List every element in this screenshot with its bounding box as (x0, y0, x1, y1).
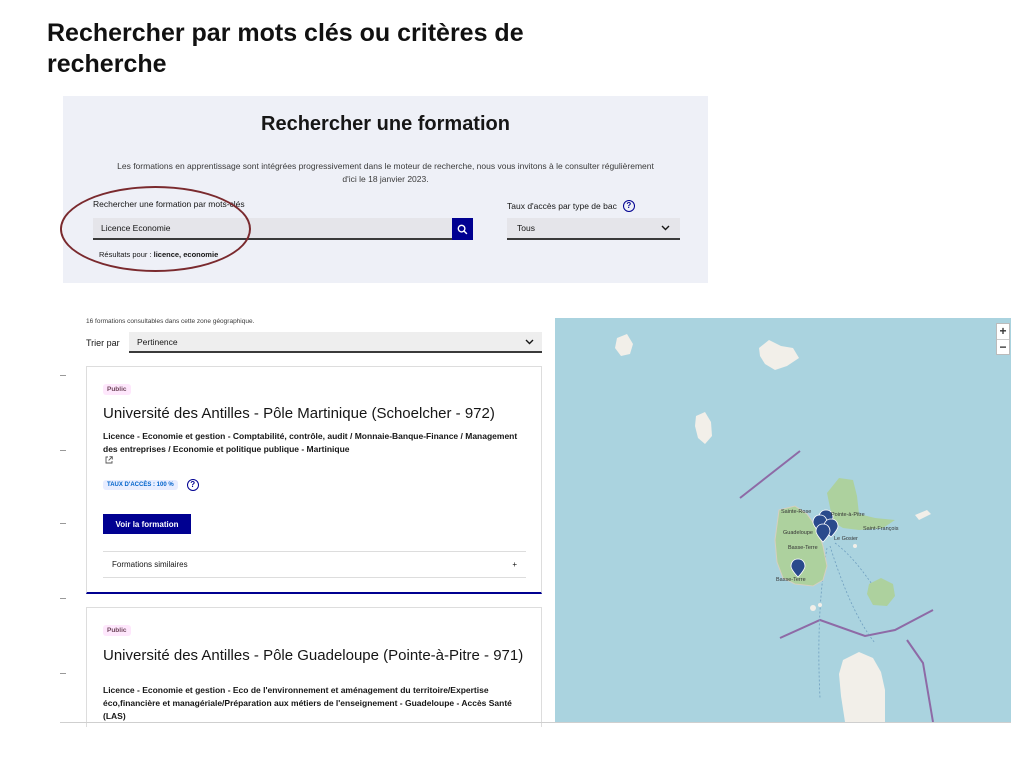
annotation-ellipse (60, 186, 251, 272)
map-view[interactable] (555, 318, 1011, 722)
results-count: 16 formations consultables dans cette zone géographique. (86, 318, 255, 325)
island-marie-galante (867, 578, 895, 606)
sort-select-value: Pertinence (137, 336, 178, 347)
divider (60, 375, 66, 376)
formation-card (86, 366, 542, 594)
taux-acces-badge: TAUX D'ACCÈS : 100 % (103, 480, 178, 490)
taux-select[interactable] (507, 218, 680, 240)
zoom-in-button[interactable]: + (997, 324, 1009, 339)
sort-label: Trier par (86, 338, 120, 348)
divider (60, 598, 66, 599)
divider (60, 523, 66, 524)
map-label: Basse-Terre (776, 577, 806, 583)
island (818, 603, 822, 607)
divider (60, 673, 66, 674)
card-description: Licence - Economie et gestion - Comptabilité, contrôle, audit / Monnaie-Banque-Finance / Management des entreprises / Economie et politique publique - Martinique (103, 431, 518, 454)
help-icon[interactable]: ? (623, 200, 635, 212)
island-dominica (839, 652, 885, 722)
map-canvas (555, 318, 1011, 722)
map-label: Saint-François (863, 526, 899, 532)
formation-card (86, 607, 542, 727)
help-icon[interactable]: ? (187, 479, 199, 491)
map-label: Le Gosier (834, 536, 858, 542)
island (915, 510, 931, 520)
chevron-down-icon (525, 339, 534, 345)
results-terms: licence, economie (153, 250, 219, 259)
map-label: Guadeloupe (783, 530, 813, 536)
sort-select[interactable] (129, 332, 542, 353)
taux-label-text: Taux d'accès par type de bac (507, 201, 617, 211)
results-prefix: Résultats pour : (99, 250, 152, 259)
zoom-out-button[interactable]: − (997, 339, 1009, 354)
map-label: Sainte-Rose (781, 509, 812, 515)
maritime-border (740, 451, 800, 498)
card-title[interactable]: Université des Antilles - Pôle Guadeloupe (Pointe-à-Pitre - 971) (103, 647, 524, 664)
slide-title: Rechercher par mots clés ou critères de recherche (47, 19, 524, 78)
map-label: Basse-Terre (788, 545, 818, 551)
formations-similaires-toggle[interactable] (103, 551, 526, 578)
plus-icon: + (512, 560, 517, 569)
taux-select-value: Tous (517, 223, 535, 233)
search-heading: Rechercher une formation (261, 113, 510, 135)
voir-formation-button[interactable]: Voir la formation (103, 514, 191, 534)
taux-filter-label (507, 200, 635, 212)
status-badge: Public (103, 384, 131, 395)
search-icon (457, 224, 468, 235)
keyword-label: Rechercher une formation par mots-clés (93, 199, 245, 209)
status-badge: Public (103, 625, 131, 636)
search-intro-text: Les formations en apprentissage sont intégrées progressivement dans le moteur de recherche, nous vous invitons à le consulter régulièrement d'ici le 18 janvier 2023. (117, 161, 654, 184)
similar-label: Formations similaires (112, 560, 188, 569)
card-title[interactable]: Université des Antilles - Pôle Martinique (Schoelcher - 972) (103, 405, 495, 422)
maritime-border (907, 640, 933, 722)
island (810, 605, 816, 611)
zoom-controls (996, 323, 1010, 355)
island (759, 340, 799, 370)
chevron-down-icon (661, 225, 670, 231)
external-link-icon[interactable] (105, 456, 113, 464)
island (695, 412, 712, 444)
divider (60, 722, 1011, 723)
ferry-route (835, 543, 875, 588)
divider (60, 450, 66, 451)
search-button[interactable] (452, 218, 473, 240)
card-description: Licence - Economie et gestion - Eco de l'environnement et aménagement du territoire/Expertise éco,financière et managériale/Préparation aux métiers de l'enseignement - Guadeloupe - Accès Santé (LAS) (103, 685, 512, 721)
island (615, 334, 633, 356)
taux-acces-row (103, 479, 199, 491)
island (853, 544, 857, 548)
map-label: Pointe-à-Pitre (831, 512, 865, 518)
